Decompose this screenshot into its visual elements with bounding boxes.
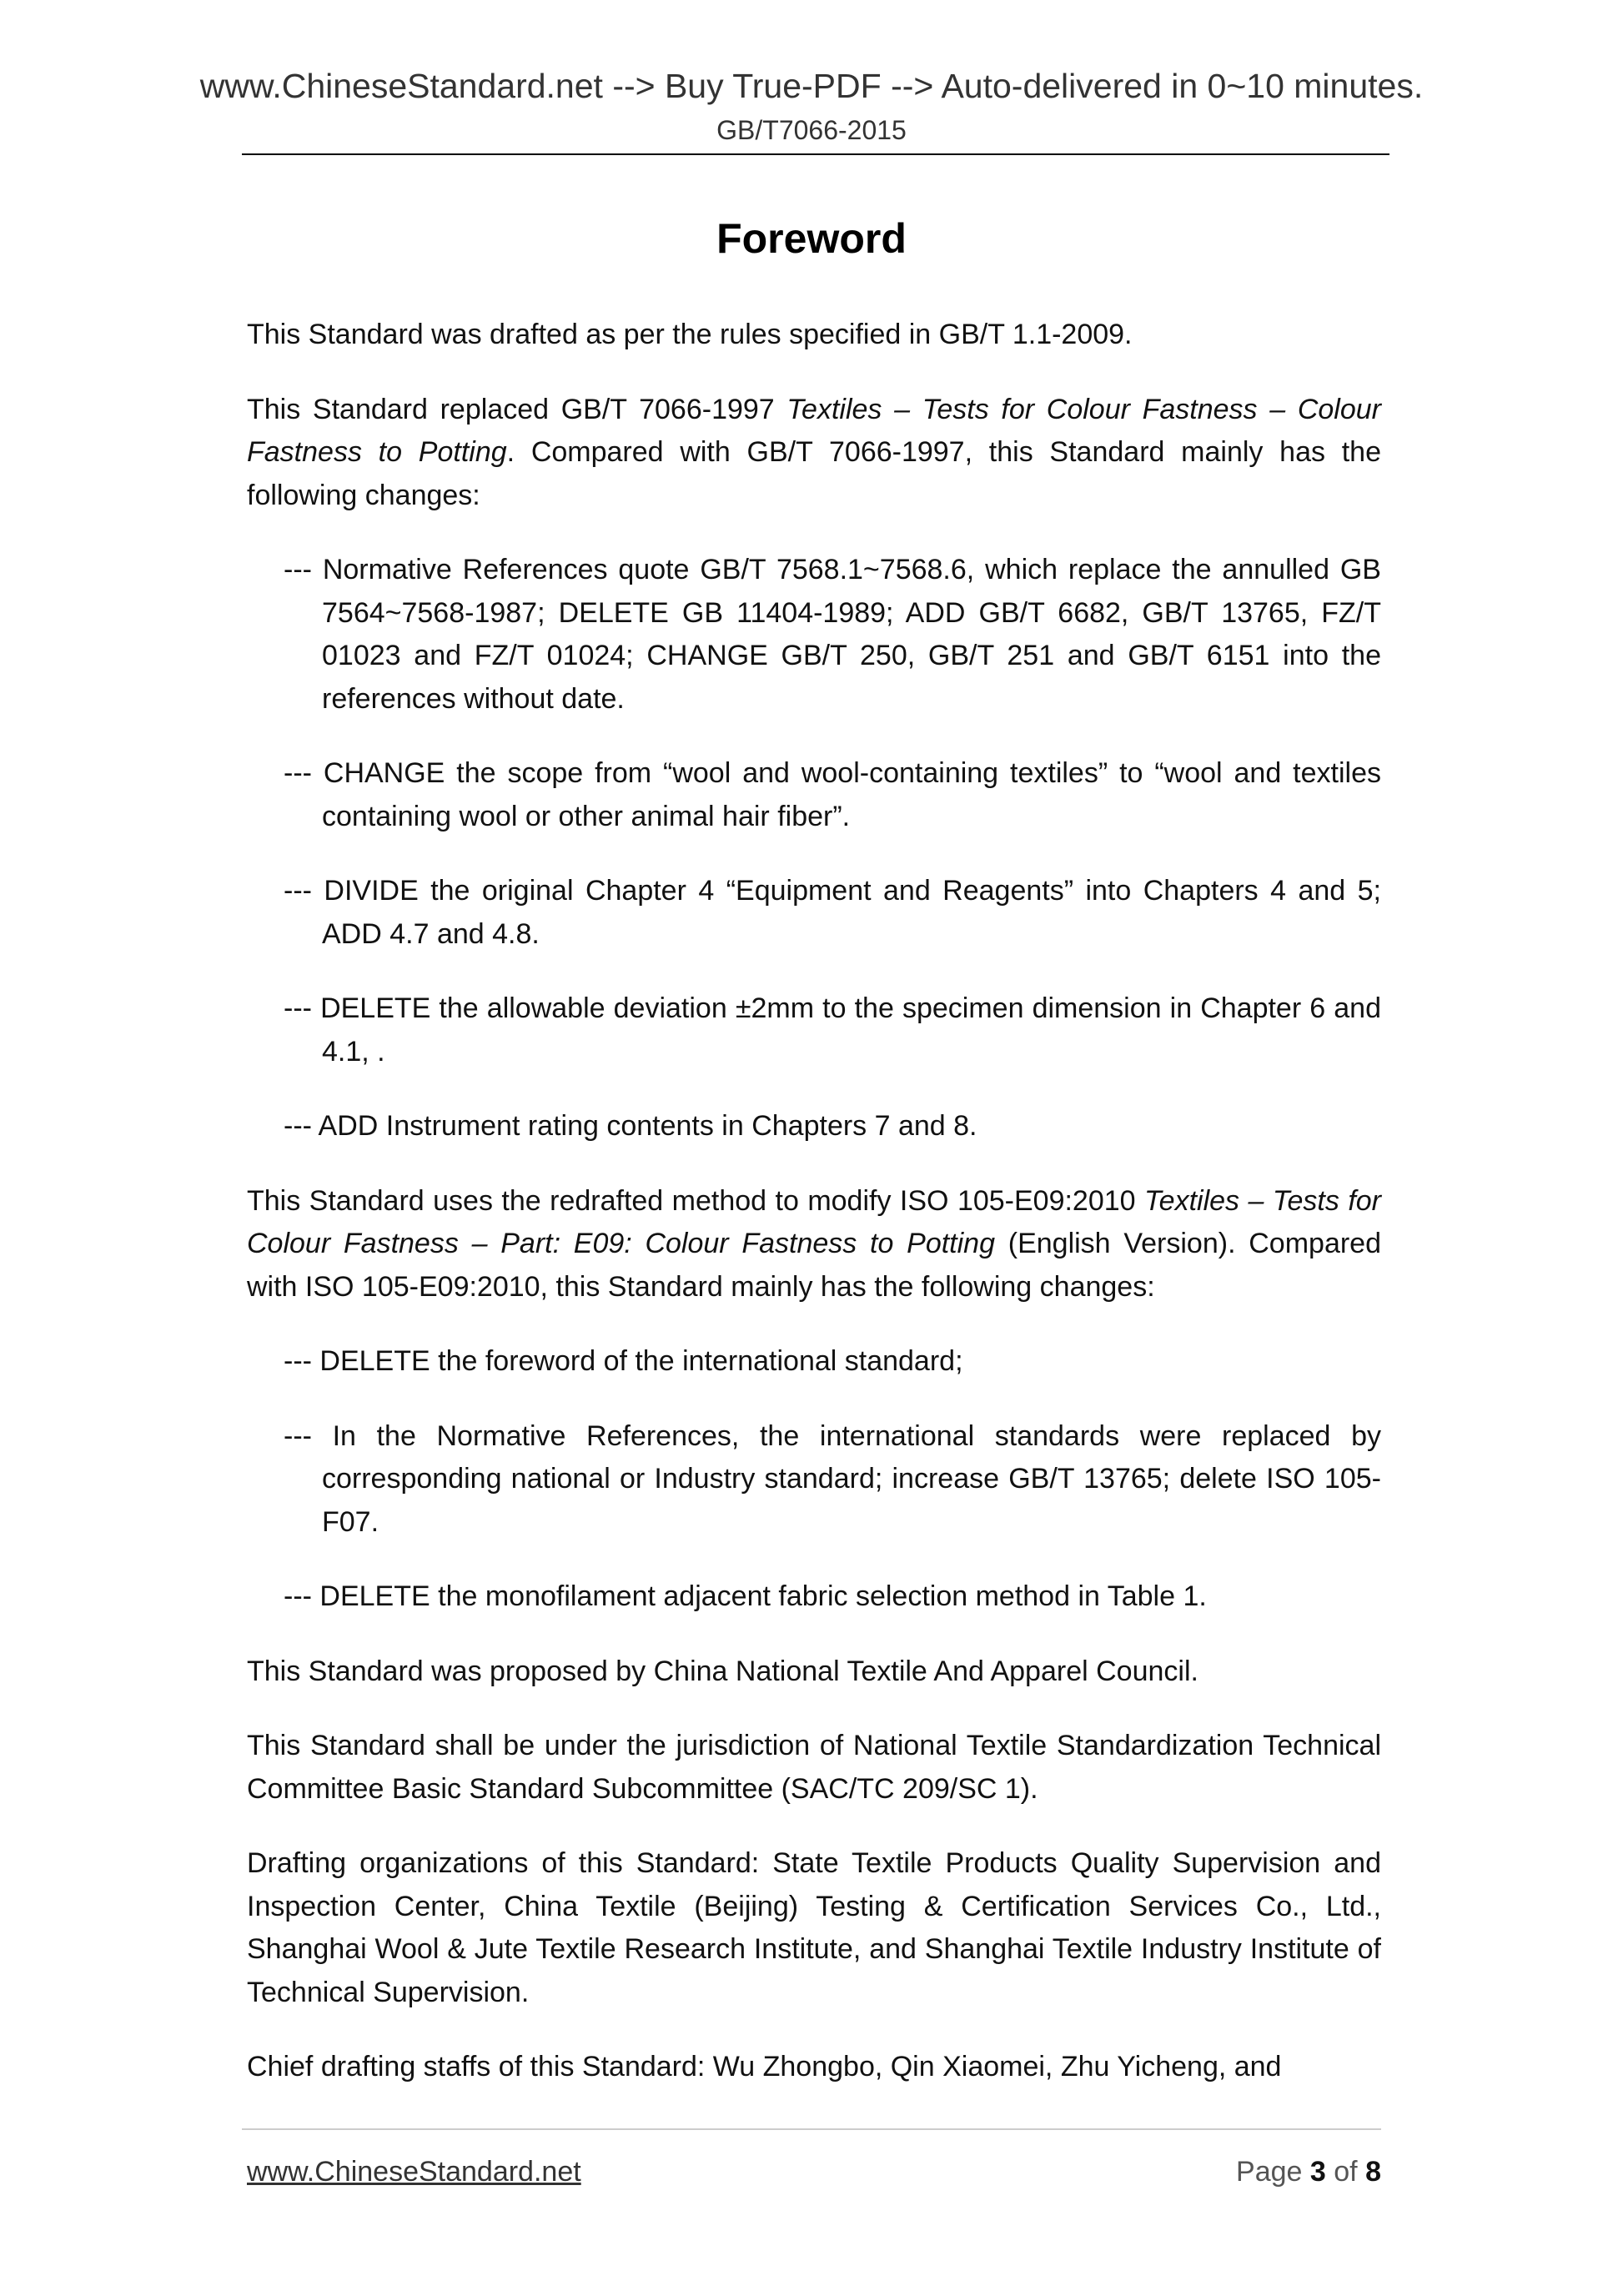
iso-change-item: --- DELETE the foreword of the international standard; (284, 1345, 963, 1377)
document-body (247, 314, 1381, 2121)
page-current: 3 (1309, 2156, 1326, 2188)
iso-title: Textiles – Tests for Colour Fastness – Part: E09: Colour Fastness to Potting (247, 1184, 1382, 1259)
paragraph-jurisdiction: This Standard shall be under the jurisdiction of National Textile Standardization Technical Committee Basic Standard Subcommittee (SAC/TC 209/SC 1). (247, 1730, 1381, 1805)
replaced-text-b: . Compared with GB/T 7066-1997, this Standard mainly has the following changes: (247, 436, 1381, 511)
page-title: Foreword (716, 215, 907, 262)
change-item: --- DIVIDE the original Chapter 4 “Equipment and Reagents” into Chapters 4 and 5; ADD 4.7 and 4.8. (284, 875, 1381, 950)
header-doc-id: GB/T7066-2015 (716, 115, 907, 145)
footer-divider (242, 2128, 1381, 2130)
paragraph-drafting-rules: This Standard was drafted as per the rules specified in GB/T 1.1-2009. (247, 319, 1133, 350)
page-total: 8 (1365, 2156, 1381, 2188)
change-item: --- CHANGE the scope from “wool and wool-containing textiles” to “wool and textiles containing wool or other animal hair fiber”. (284, 757, 1381, 832)
iso-change-item: --- In the Normative References, the international standards were replaced by corresponding national or Industry standard; increase GB/T 13765; delete ISO 105-F07. (284, 1419, 1381, 1538)
change-item: --- ADD Instrument rating contents in Chapters 7 and 8. (284, 1110, 977, 1142)
header-divider (242, 153, 1389, 155)
footer-website-link[interactable]: www.ChineseStandard.net (247, 2156, 581, 2188)
iso-text-a: This Standard uses the redrafted method to modify ISO 105-E09:2010 (247, 1184, 1145, 1217)
change-item: --- DELETE the allowable deviation ±2mm to the specimen dimension in Chapter 6 and 4.1, . (284, 992, 1381, 1068)
paragraph-drafting-organizations: Drafting organizations of this Standard: State Textile Products Quality Supervision and Inspection Center, China Textile (Beijing) Testing & Certification Services Co., Ltd., Shanghai Wool & Jute Textile Research Institute, and Shanghai Textile Industry Institute of Technical Supervision. (247, 1847, 1381, 2008)
replaced-text-a: This Standard replaced GB/T 7066-1997 (247, 393, 787, 425)
page-number (1236, 2153, 1381, 2190)
replaced-title: Textiles – Tests for Colour Fastness – Colour Fastness to Potting (247, 393, 1381, 468)
iso-change-item: --- DELETE the monofilament adjacent fabric selection method in Table 1. (284, 1580, 1207, 1612)
paragraph-drafting-staff: Chief drafting staffs of this Standard: Wu Zhongbo, Qin Xiaomei, Zhu Yicheng, and (247, 2051, 1282, 2082)
paragraph-proposed-by: This Standard was proposed by China National Textile And Apparel Council. (247, 1655, 1198, 1687)
paragraph-iso-modification (247, 1180, 1381, 1309)
page-prefix: Page (1236, 2156, 1310, 2188)
change-item: --- Normative References quote GB/T 7568.1~7568.6, which replace the annulled GB 7564~7568-1987; DELETE GB 11404-1989; ADD GB/T 6682, GB/T 13765, FZ/T 01023 and FZ/T 01024; CHANGE GB/T 250, GB/T 251 and GB/T 6151 into the references without date. (284, 554, 1381, 715)
paragraph-replaced-standard (247, 389, 1381, 518)
page-mid: of (1325, 2156, 1366, 2188)
header-banner: www.ChineseStandard.net --> Buy True-PDF --> Auto-delivered in 0~10 minutes. (199, 67, 1424, 105)
iso-text-b: (English Version). Compared with ISO 105-E09:2010, this Standard mainly has the following changes: (247, 1228, 1381, 1303)
